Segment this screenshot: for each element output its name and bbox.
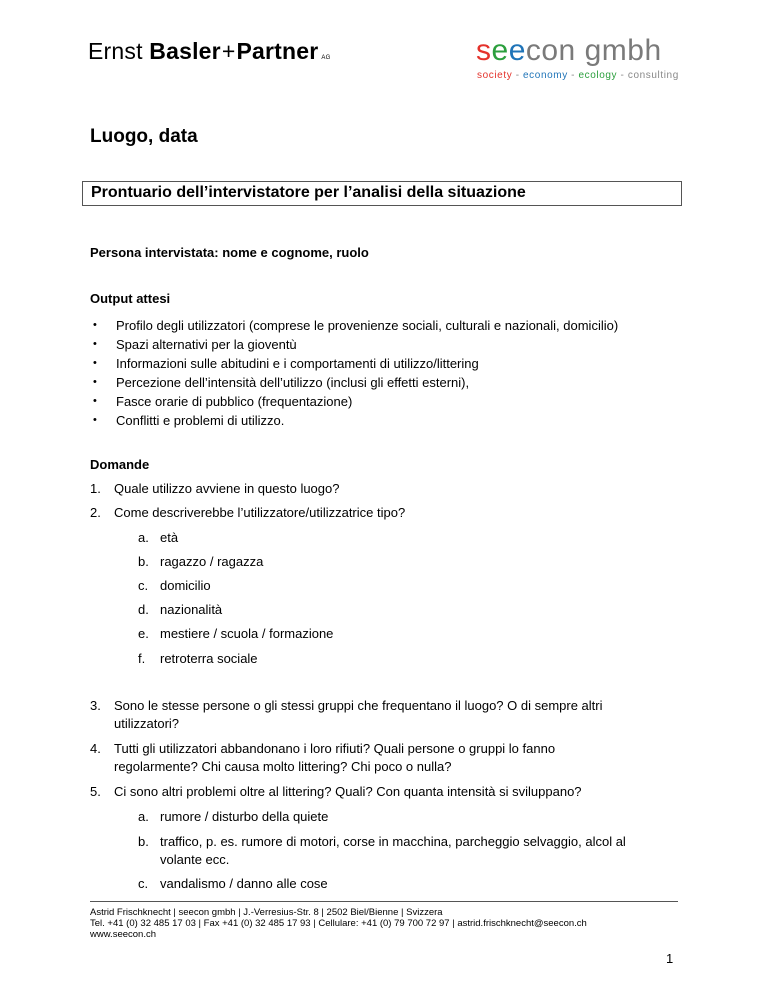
sub-item-letter: a. bbox=[138, 530, 149, 545]
sub-item-text: ragazzo / ragazza bbox=[160, 554, 264, 569]
bullet-icon: • bbox=[93, 376, 97, 388]
question-number: 5. bbox=[90, 784, 101, 799]
sub-item-letter: a. bbox=[138, 809, 149, 824]
sub-item-text: mestiere / scuola / formazione bbox=[160, 626, 334, 641]
sub-item-text: retroterra sociale bbox=[160, 651, 258, 666]
output-item: Percezione dell’intensità dell’utilizzo (inclusi gli effetti esterni), bbox=[116, 375, 470, 390]
question-number: 1. bbox=[90, 481, 101, 496]
question-text: Ci sono altri problemi oltre al littering? Quali? Con quanta intensità si sviluppano? bbox=[114, 784, 582, 799]
questions-heading: Domande bbox=[90, 457, 150, 472]
sub-item-text: traffico, p. es. rumore di motori, corse in macchina, parcheggio selvaggio, alcol al bbox=[160, 834, 626, 849]
sub-item-text-continued: volante ecc. bbox=[160, 852, 230, 867]
outputs-heading: Output attesi bbox=[90, 291, 171, 306]
footer-website: www.seecon.ch bbox=[90, 929, 157, 940]
seecon-logo: seecon gmbh bbox=[476, 34, 662, 67]
footer-address: Astrid Frischknecht | seecon gmbh | J.-Verresius-Str. 8 | 2502 Biel/Bienne | Svizzera bbox=[90, 907, 443, 918]
output-item: Conflitti e problemi di utilizzo. bbox=[116, 413, 285, 428]
bullet-icon: • bbox=[93, 338, 97, 350]
bullet-icon: • bbox=[93, 395, 97, 407]
question-text: Sono le stesse persone o gli stessi gruppi che frequentano il luogo? O di sempre altri bbox=[114, 698, 603, 713]
question-number: 3. bbox=[90, 698, 101, 713]
sub-item-letter: c. bbox=[138, 876, 149, 891]
sub-item-letter: d. bbox=[138, 602, 149, 617]
ernst-basler-partner-logo: Ernst Basler+Partner AG bbox=[88, 38, 331, 64]
question-text: Tutti gli utilizzatori abbandonano i loro rifiuti? Quali persone o gruppi lo fanno bbox=[114, 741, 556, 756]
seecon-tagline: society - economy - ecology - consulting bbox=[477, 70, 679, 81]
sub-item-text: rumore / disturbo della quiete bbox=[160, 809, 329, 824]
sub-item-letter: b. bbox=[138, 834, 149, 849]
question-number: 4. bbox=[90, 741, 101, 756]
page-number: 1 bbox=[666, 951, 674, 966]
question-text-continued: regolarmente? Chi causa molto littering? Chi poco o nulla? bbox=[114, 759, 452, 774]
place-date-heading: Luogo, data bbox=[90, 126, 198, 147]
sub-item-text: domicilio bbox=[160, 578, 211, 593]
bullet-icon: • bbox=[93, 357, 97, 369]
sub-item-letter: f. bbox=[138, 651, 146, 666]
interviewee-heading: Persona intervistata: nome e cognome, ruolo bbox=[90, 245, 369, 260]
sub-item-text: nazionalità bbox=[160, 602, 223, 617]
sub-item-letter: e. bbox=[138, 626, 149, 641]
sub-item-letter: c. bbox=[138, 578, 149, 593]
question-text: Come descriverebbe l’utilizzatore/utilizzatrice tipo? bbox=[114, 505, 406, 520]
sub-item-text: età bbox=[160, 530, 179, 545]
output-item: Profilo degli utilizzatori (comprese le provenienze sociali, culturali e nazionali, domicilio) bbox=[116, 318, 619, 333]
sub-item-letter: b. bbox=[138, 554, 149, 569]
question-text-continued: utilizzatori? bbox=[114, 716, 180, 731]
document-title: Prontuario dell’intervistatore per l’analisi della situazione bbox=[91, 184, 526, 201]
question-text: Quale utilizzo avviene in questo luogo? bbox=[114, 481, 340, 496]
bullet-icon: • bbox=[93, 414, 97, 426]
sub-item-text: vandalismo / danno alle cose bbox=[160, 876, 328, 891]
bullet-icon: • bbox=[93, 319, 97, 331]
footer-divider bbox=[90, 901, 678, 902]
output-item: Fasce orarie di pubblico (frequentazione) bbox=[116, 394, 353, 409]
question-number: 2. bbox=[90, 505, 101, 520]
output-item: Informazioni sulle abitudini e i comportamenti di utilizzo/littering bbox=[116, 356, 479, 371]
footer-contact: Tel. +41 (0) 32 485 17 03 | Fax +41 (0) 32 485 17 93 | Cellulare: +41 (0) 79 700 72 97 | astrid.frischknecht@seecon.ch bbox=[90, 918, 587, 929]
output-item: Spazi alternativi per la gioventù bbox=[116, 337, 297, 352]
